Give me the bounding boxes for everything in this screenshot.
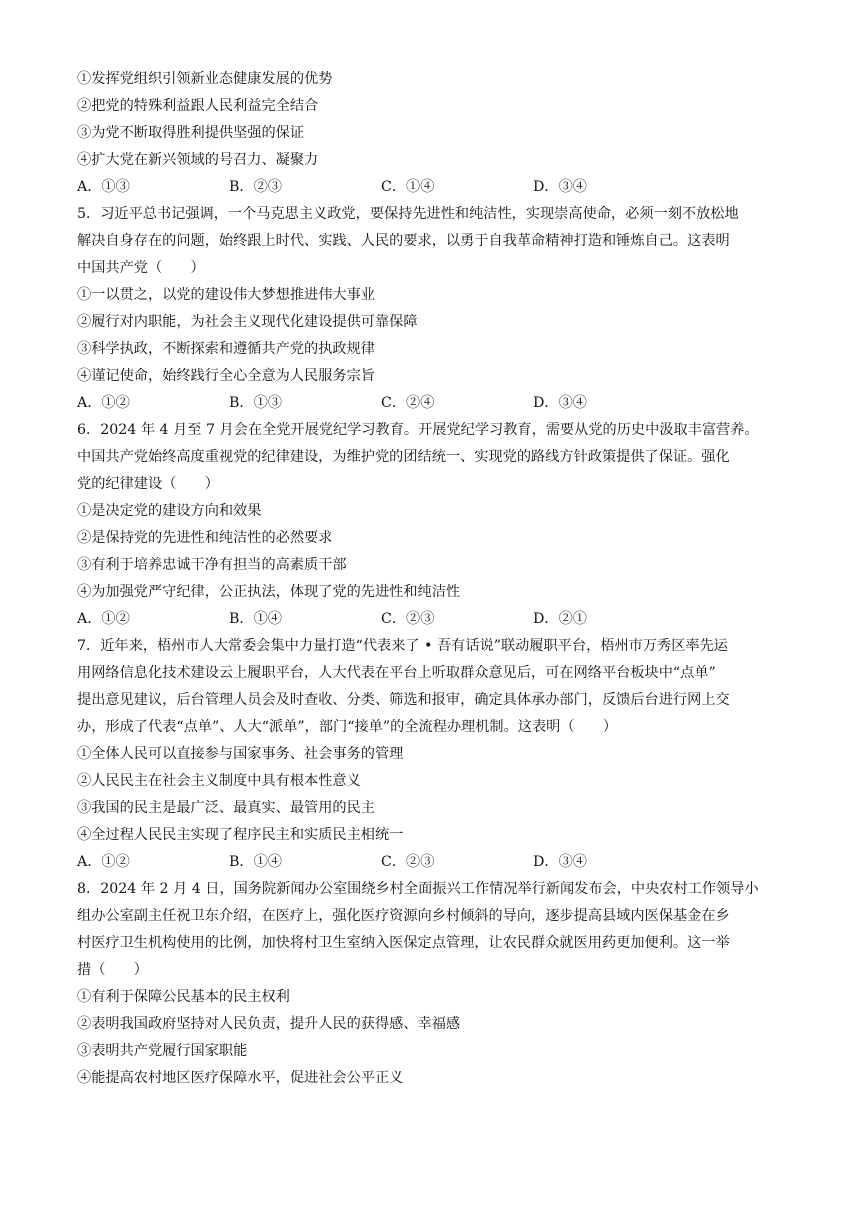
q6-stem-line-1: 6．2024 年 4 月至 7 月会在全党开展党纪学习教育。开展党纪学习教育，需要从党的历史中汲取丰富营养。 [77, 422, 759, 438]
q7-stem-line-3: 提出意见建议，后台管理人员会及时查收、分类、筛选和报审，确定具体承办部门，反馈后台进行网上交 [77, 692, 730, 708]
q5-statement-2: ②履行对内职能，为社会主义现代化建设提供可靠保障 [77, 314, 418, 330]
q5-stem-line-3: 中国共产党（ ） [77, 260, 205, 276]
q7-option-b[interactable]: B．①④ [229, 854, 282, 870]
q7-stem-line-4: 办，形成了代表“点单”、人大“派单”，部门“接单”的全流程办理机制。这表明（ ） [77, 719, 618, 735]
q5-option-d[interactable]: D．③④ [533, 395, 587, 411]
q6-stem-line-3: 党的纪律建设（ ） [77, 476, 219, 492]
q6-statement-1: ①是决定党的建设方向和效果 [77, 503, 262, 519]
q5-option-b[interactable]: B．①③ [229, 395, 282, 411]
q5-option-a[interactable]: A．①② [77, 395, 130, 411]
q5-options [77, 390, 797, 417]
q7-statement-2: ②人民民主在社会主义制度中具有根本性意义 [77, 773, 361, 789]
q8-stem-line-1: 8．2024 年 2 月 4 日，国务院新闻办公室围绕乡村全面振兴工作情况举行新闻发布会，中央农村工作领导小 [77, 881, 759, 897]
q4-option-b[interactable]: B．②③ [229, 179, 282, 195]
q7-statement-3: ③我国的民主是最广泛、最真实、最管用的民主 [77, 800, 375, 816]
q5-option-c[interactable]: C．②④ [381, 395, 435, 411]
q6-options [77, 606, 797, 633]
exam-page [77, 66, 797, 1092]
q8-statement-4: ④能提高农村地区医疗保障水平，促进社会公平正义 [77, 1070, 404, 1086]
q7-stem-line-2: 用网络信息化技术建设云上履职平台，人大代表在平台上听取群众意见后，可在网络平台板块中“点单” [77, 665, 716, 681]
question-7 [77, 633, 797, 876]
q4-option-d[interactable]: D．③④ [533, 179, 587, 195]
q7-option-a[interactable]: A．①② [77, 854, 130, 870]
q8-statement-1: ①有利于保障公民基本的民主权利 [77, 989, 290, 1005]
q8-stem-line-3: 村医疗卫生机构使用的比例，加快将村卫生室纳入医保定点管理，让农民群众就医用药更加便利。这一举 [77, 935, 730, 951]
q6-statement-4: ④为加强党严守纪律，公正执法，体现了党的先进性和纯洁性 [77, 584, 461, 600]
q8-statement-2: ②表明我国政府坚持对人民负责，提升人民的获得感、幸福感 [77, 1016, 461, 1032]
q6-option-b[interactable]: B．①④ [229, 611, 282, 627]
q8-stem-line-4: 措（ ） [77, 962, 148, 978]
q5-statement-1: ①一以贯之，以党的建设伟大梦想推进伟大事业 [77, 287, 375, 303]
q5-statement-3: ③科学执政，不断探索和遵循共产党的执政规律 [77, 341, 375, 357]
q4-statement-2: ②把党的特殊利益跟人民利益完全结合 [77, 98, 319, 114]
q5-stem-line-2: 解决自身存在的问题，始终跟上时代、实践、人民的要求，以勇于自我革命精神打造和锤炼自己。这表明 [77, 233, 730, 249]
q6-statement-3: ③有利于培养忠诚干净有担当的高素质干部 [77, 557, 347, 573]
q6-option-d[interactable]: D．②① [533, 611, 587, 627]
q7-options [77, 849, 797, 876]
q6-option-c[interactable]: C．②③ [381, 611, 435, 627]
q4-option-a[interactable]: A．①③ [77, 179, 130, 195]
q8-stem-line-2: 组办公室副主任祝卫东介绍，在医疗上，强化医疗资源向乡村倾斜的导向，逐步提高县域内医保基金在乡 [77, 908, 730, 924]
q4-statement-4: ④扩大党在新兴领域的号召力、凝聚力 [77, 152, 319, 168]
q6-statement-2: ②是保持党的先进性和纯洁性的必然要求 [77, 530, 333, 546]
q7-statement-1: ①全体人民可以直接参与国家事务、社会事务的管理 [77, 746, 404, 762]
q7-option-d[interactable]: D．③④ [533, 854, 587, 870]
question-5 [77, 201, 797, 417]
q4-statement-3: ③为党不断取得胜利提供坚强的保证 [77, 125, 305, 141]
q4-statement-1: ①发挥党组织引领新业态健康发展的优势 [77, 71, 333, 87]
q6-option-a[interactable]: A．①② [77, 611, 130, 627]
q5-stem-line-1: 5．习近平总书记强调，一个马克思主义政党，要保持先进性和纯洁性，实现崇高使命，必须一刻不放松地 [77, 206, 739, 222]
q5-statement-4: ④谨记使命，始终践行全心全意为人民服务宗旨 [77, 368, 375, 384]
question-4 [77, 66, 797, 201]
q4-options [77, 174, 797, 201]
q7-option-c[interactable]: C．②③ [381, 854, 435, 870]
question-6 [77, 417, 797, 633]
q7-stem-line-1: 7．近年来，梧州市人大常委会集中力量打造“代表来了 • 吾有话说”联动履职平台，梧州市万秀区率先运 [77, 638, 728, 654]
q8-statement-3: ③表明共产党履行国家职能 [77, 1043, 248, 1059]
question-8 [77, 876, 797, 1092]
q6-stem-line-2: 中国共产党始终高度重视党的纪律建设，为维护党的团结统一、实现党的路线方针政策提供了保证。强化 [77, 449, 730, 465]
q7-statement-4: ④全过程人民民主实现了程序民主和实质民主相统一 [77, 827, 404, 843]
q4-option-c[interactable]: C．①④ [381, 179, 435, 195]
